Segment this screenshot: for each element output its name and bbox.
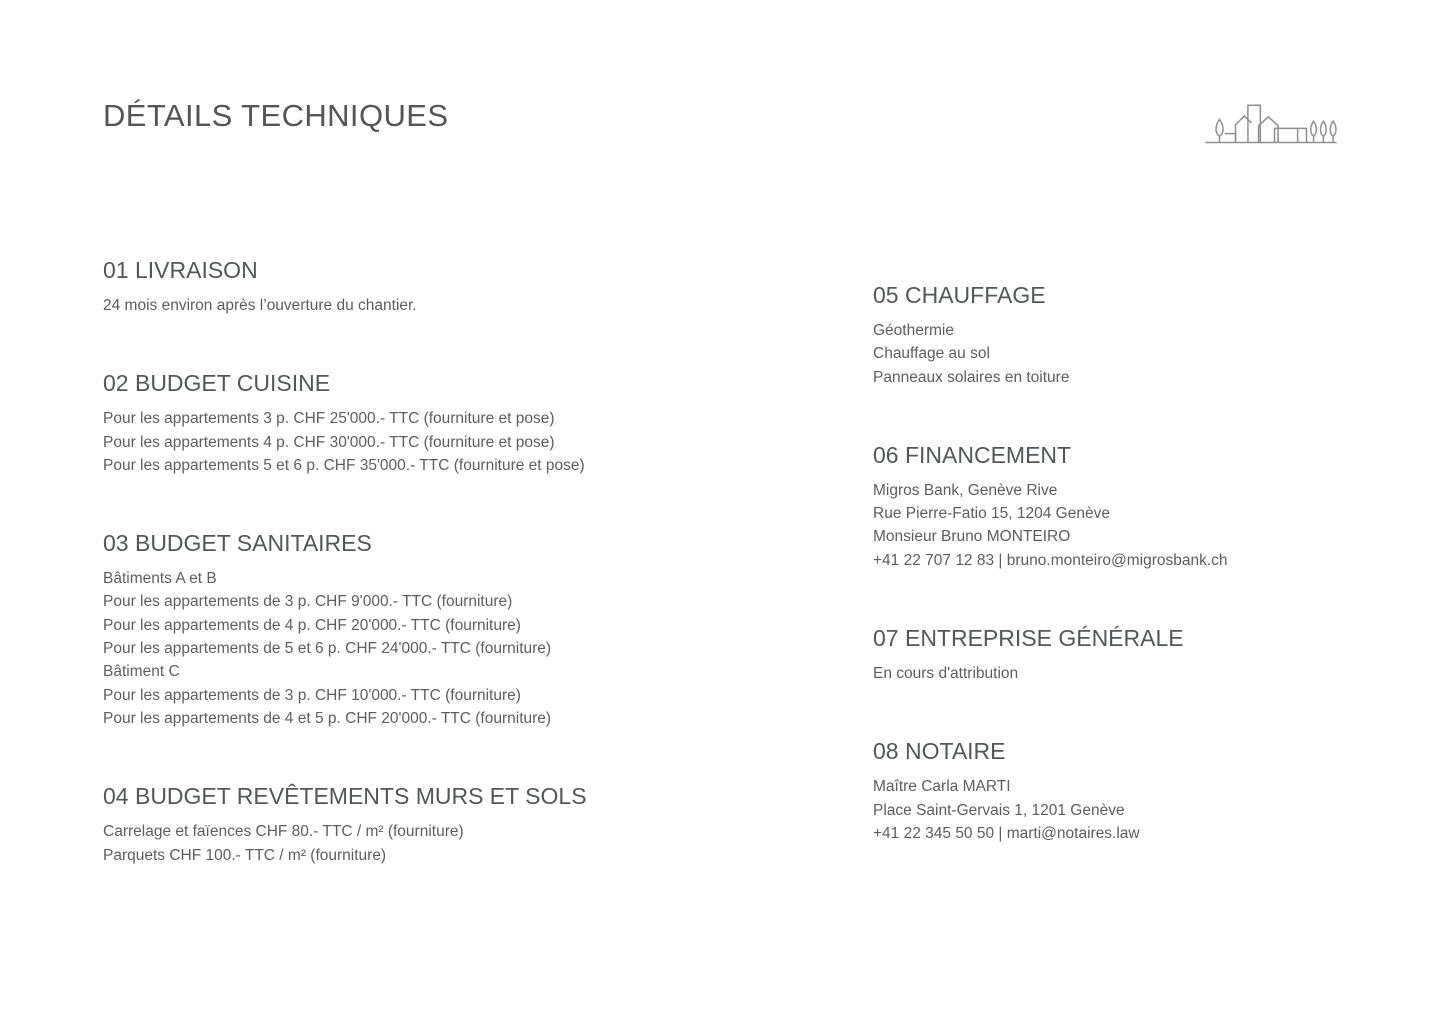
detail-line: Pour les appartements de 4 p. CHF 20'000.- TTC (fourniture) bbox=[103, 616, 521, 634]
detail-line: Pour les appartements 3 p. CHF 25'000.- TTC (fourniture et pose) bbox=[103, 410, 555, 428]
section-heading: 06 FINANCEMENT bbox=[873, 441, 1072, 468]
section-heading: 07 ENTREPRISE GÉNÉRALE bbox=[873, 625, 1184, 652]
detail-line: Bâtiment C bbox=[103, 663, 180, 681]
section-budget-revetements bbox=[103, 782, 743, 867]
detail-line: Bâtiments A et B bbox=[103, 570, 217, 588]
section-financement bbox=[873, 441, 1393, 572]
section-heading: 02 BUDGET CUISINE bbox=[103, 370, 331, 397]
detail-line: Carrelage et faïences CHF 80.- TTC / m² (fourniture) bbox=[103, 823, 464, 841]
column-left bbox=[103, 256, 743, 919]
detail-line: Pour les appartements de 3 p. CHF 10'000.- TTC (fourniture) bbox=[103, 686, 521, 704]
detail-line: Parquets CHF 100.- TTC / m² (fourniture) bbox=[103, 846, 387, 864]
detail-line: Panneaux solaires en toiture bbox=[873, 368, 1070, 386]
detail-line: Maître Carla MARTI bbox=[873, 778, 1011, 796]
section-budget-cuisine bbox=[103, 369, 743, 477]
detail-line: Géothermie bbox=[873, 322, 954, 339]
section-heading: 05 CHAUFFAGE bbox=[873, 282, 1046, 308]
page-title: DÉTAILS TECHNIQUES bbox=[103, 98, 449, 133]
detail-line: Place Saint-Gervais 1, 1201 Genève bbox=[873, 801, 1125, 819]
detail-line: Pour les appartements 5 et 6 p. CHF 35'000.- TTC (fourniture et pose) bbox=[103, 456, 585, 474]
section-heading: 04 BUDGET REVÊTEMENTS MURS ET SOLS bbox=[103, 783, 587, 810]
detail-line: Pour les appartements 4 p. CHF 30'000.- TTC (fourniture et pose) bbox=[103, 433, 555, 451]
detail-line: 24 mois environ après l’ouverture du chantier. bbox=[103, 297, 417, 314]
detail-line: Migros Bank, Genève Rive bbox=[873, 481, 1058, 499]
detail-line: Pour les appartements de 4 et 5 p. CHF 20'000.- TTC (fourniture) bbox=[103, 709, 552, 727]
buildings-trees-logo bbox=[1200, 96, 1342, 150]
buildings-trees-logo-svg bbox=[1200, 96, 1342, 150]
detail-line: +41 22 345 50 50 | marti@notaires.law bbox=[873, 824, 1140, 842]
detail-line: +41 22 707 12 83 | bruno.monteiro@migrosbank.ch bbox=[873, 551, 1228, 569]
detail-line: En cours d'attribution bbox=[873, 665, 1019, 683]
detail-line: Monsieur Bruno MONTEIRO bbox=[873, 528, 1071, 546]
section-budget-sanitaires bbox=[103, 529, 743, 730]
detail-line: Pour les appartements de 3 p. CHF 9'000.- TTC (fourniture) bbox=[103, 593, 513, 611]
column-right bbox=[873, 281, 1393, 897]
detail-line: Chauffage au sol bbox=[873, 345, 990, 363]
detail-line: Rue Pierre-Fatio 15, 1204 Genève bbox=[873, 505, 1110, 523]
section-heading: 08 NOTAIRE bbox=[873, 738, 1006, 765]
section-livraison bbox=[103, 256, 743, 317]
section-notaire bbox=[873, 737, 1393, 845]
section-entreprise-generale bbox=[873, 624, 1393, 685]
detail-line: Pour les appartements de 5 et 6 p. CHF 24'000.- TTC (fourniture) bbox=[103, 640, 552, 658]
section-heading: 03 BUDGET SANITAIRES bbox=[103, 530, 372, 557]
section-heading: 01 LIVRAISON bbox=[103, 257, 258, 283]
section-chauffage bbox=[873, 281, 1393, 389]
